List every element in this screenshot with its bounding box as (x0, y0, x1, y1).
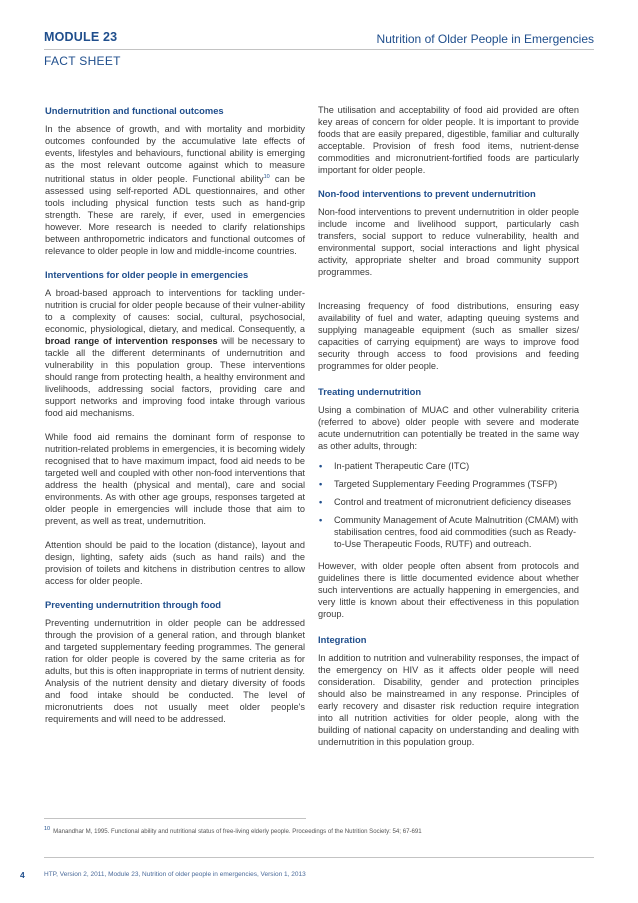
bullet-marker: • (319, 515, 323, 525)
list-item: • Control and treatment of micronutrient deficiency diseases (319, 497, 571, 507)
paragraph-muac: Using a combination of MUAC and other vulnerability criteria (referred to above) older people with severe and moderate acute undernutrition can potentially be treated in the same way as other adults, through: (318, 405, 579, 451)
footnote-ref: 10 (263, 174, 270, 180)
heading-integration: Integration (318, 634, 367, 645)
footer-text: HTP, Version 2, 2011, Module 23, Nutrition of older people in emergencies, Version 1, 2013 (44, 871, 306, 878)
list-item: • Targeted Supplementary Feeding Programmes (TSFP) (319, 479, 558, 489)
footnote-divider (44, 818, 306, 819)
heading-undernutrition-outcomes: Undernutrition and functional outcomes (45, 105, 224, 116)
heading-interventions: Interventions for older people in emergencies (45, 269, 249, 281)
heading-treating-undernutrition: Treating undernutrition (318, 386, 422, 397)
paragraph-broad-approach: A broad-based approach to interventions for tackling under-nutrition is crucial for older people because of their vulner-ability to a complexity of causes: social, cultural, psychosocial, economic, physiological, dietary, and medical. Consequently, a broad range of intervention responses will be necessary to tackle all the different determinants of undernutrition and vulnerability in this population group. These interventions should range from protecting health, a healthy environment and livelihoods, addressing social factors, providing care and support networks and improving food intake through various food aid mechanisms. (45, 288, 305, 419)
footnote-text: Manandhar M, 1995. Functional ability and nutritional status of free-living elderly people. Proceedings of the Nutrition Society: 54; 67-691 (53, 828, 422, 836)
paragraph-general-ration: Preventing undernutrition in older people can be addressed through the provision of a general ration, and through blanket and targeted supplementary feeding programmes. The general ration for older people is covered by the same criteria as for adults, but this is often inappropriate in terms of nutrient density. Analysis of the nutrient density and dietary diversity of foods and food intake should be conducted. The level of micronutrients does not usually meet older people's requirements and will need to be addressed. (45, 618, 305, 725)
heading-preventing-undernutrition: Preventing undernutrition through food (45, 599, 222, 611)
paragraph-non-food: Non-food interventions to prevent undernutrition in older people include income and livelihood support, particularly cash transfers, social support to reduce vulnerability, health and environmental support, social interactions and light physical activity, appropriate shelter and broad community support programmes. (318, 207, 579, 277)
treatment-list (318, 460, 579, 550)
paragraph-distribution-frequency: Increasing frequency of food distributions, ensuring easy availability of fuel and water, adapting queuing systems and supplying manageable equipment (such as smaller sizes/ capacities of carrying equipment) are ways to improve food security through access to food provisions and feeding programmes for older people. (318, 301, 579, 371)
module-label: MODULE 23 (44, 30, 118, 44)
footnote-number: 10 (44, 826, 51, 832)
list-item: • In-patient Therapeutic Care (ITC) (319, 461, 470, 471)
module-subtitle: Nutrition of Older People in Emergencies (376, 32, 594, 46)
left-column (45, 105, 305, 737)
paragraph-protocols: However, with older people often absent from protocols and guidelines there is little documented evidence about whether such interventions are actually happening in emergencies, and very little is known about their effectiveness in this population group. (318, 561, 579, 619)
paragraph-food-aid: While food aid remains the dominant form of response to nutrition-related problems in emergencies, it is becoming widely recognised that to have maximum impact, food aid needs to be targeted well and coupled with other non-food interventions that address the health (physical and mental), care and social environments. As with other age groups, responses targeted at older people in emergencies will include those that aim to prevent, as well as treat, undernutrition. (45, 432, 305, 527)
heading-non-food-interventions: Non-food interventions to prevent undernutrition (318, 188, 536, 199)
list-item: • Community Management of Acute Malnutrition (CMAM) with stabilisation centres, food aid commodities (such as Ready-to-Use Therapeutic Foods, RUTF) and outreach. (319, 515, 579, 549)
paragraph-functional-outcomes: In the absence of growth, and with mortality and morbidity outcomes confounded by the accumulative late effects of events, lifestyles and behaviours, functional ability is emerging as the most relevant outcome against which to measure nutritional status in older people. Functional ability$^{10}$ can be assessed using self-reported ADL questionnaires, and other tools including physical function tests such as hand-grip strength. These are rarely, if ever, used in emergencies however. More research is needed to clarify relationships between anthropometric indicators and functional outcomes of relevance to older people in low and middle-income countries. (45, 124, 306, 257)
paragraph-integration: In addition to nutrition and vulnerability responses, the impact of the emergency on HIV as it affects older people will need consideration. Disability, gender and protection principles should also be mainstreamed in any response. Principles of early recovery and disaster risk reduction require integration into all nutrition activities for older people, along with the building of national capacity on understanding and dealing with undernutrition in this population group. (318, 653, 579, 747)
paragraph-food-acceptability: The utilisation and acceptability of food aid provided are often key areas of concern for older people. It is important to provide foods that are easily prepared, digestible, familiar and culturally acceptable. Provision of fresh food items, nutrient-dense commodities and micronutrient-fortified foods are particularly important for older people. (318, 105, 579, 175)
footnote (44, 825, 594, 836)
bold-phrase: broad range of intervention responses (45, 336, 218, 347)
page-number: 4 (20, 870, 25, 880)
fact-sheet-label: FACT SHEET (44, 54, 121, 68)
footer-divider (44, 857, 594, 858)
bullet-marker: • (319, 479, 323, 489)
right-column (318, 104, 579, 760)
paragraph-distribution-centres: Attention should be paid to the location (distance), layout and design, lighting, safety aids (such as hand rails) and the provision of toilets and kitchens in distribution centres to allow access for older people. (45, 540, 305, 587)
bullet-marker: • (319, 497, 323, 507)
header-divider (44, 49, 594, 50)
bullet-marker: • (319, 461, 323, 471)
